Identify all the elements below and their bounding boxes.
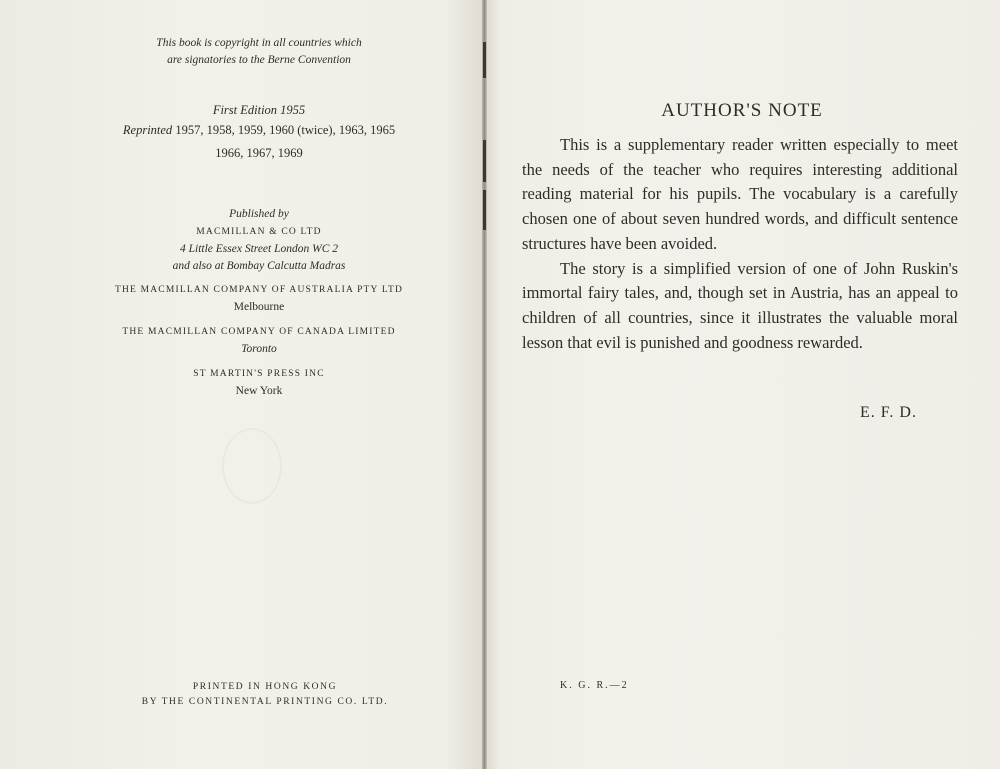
branch-us — [80, 366, 438, 400]
binding-stitch — [483, 190, 486, 230]
reprinted-years-2: 1966, 1967, 1969 — [215, 146, 303, 160]
printer-line: BY THE CONTINENTAL PRINTING CO. LTD. — [141, 697, 389, 707]
published-by-label: Published by — [229, 208, 289, 220]
copyright-notice — [100, 35, 418, 69]
show-through-emblem — [222, 428, 282, 504]
copyright-line: This book is copyright in all countries which — [156, 37, 362, 49]
printer-line: PRINTED IN HONG KONG — [192, 682, 338, 692]
reprinted-years: 1957, 1958, 1959, 1960 (twice), 1963, 1965 — [175, 123, 396, 137]
branch-city: New York — [235, 385, 283, 397]
publisher-also: and also at Bombay Calcutta Madras — [172, 260, 346, 272]
binding-stitch — [483, 140, 486, 182]
branch-city: Melbourne — [233, 301, 285, 313]
copyright-line: are signatories to the Berne Convention — [167, 54, 351, 66]
branch-canada — [80, 324, 438, 358]
branch-name: THE MACMILLAN COMPANY OF CANADA LIMITED — [122, 327, 396, 337]
branch-name: THE MACMILLAN COMPANY OF AUSTRALIA PTY LTD — [114, 285, 404, 295]
branch-name: ST MARTIN'S PRESS INC — [193, 369, 325, 379]
author-signature: E. F. D. — [860, 404, 917, 421]
signature-mark: K. G. R.—2 — [560, 680, 629, 691]
edition-history — [80, 100, 438, 163]
publisher-block — [100, 206, 418, 275]
publisher-address: 4 Little Essex Street London WC 2 — [179, 243, 338, 255]
branch-city: Toronto — [241, 343, 277, 355]
reprinted-line — [80, 120, 438, 140]
page-title: AUTHOR'S NOTE — [661, 100, 823, 121]
paragraph: This is a supplementary reader written especially to meet the needs of the teacher who requires interesting additional reading material for his pupils. The vocabulary is a carefully chosen one of about seven hundred words, and difficult sentence structures have been avoided. — [522, 135, 958, 253]
paragraph: The story is a simplified version of one of John Ruskin's immortal fairy tales, and, though set in Austria, has an appeal to children of all countries, since it illustrates the valuable moral lesson that evil is punished and goodness rewarded. — [522, 258, 958, 352]
author-note-body — [522, 133, 958, 355]
publisher-name: MACMILLAN & CO LTD — [196, 227, 322, 237]
binding-stitch — [483, 42, 486, 78]
reprinted-label: Reprinted — [122, 123, 173, 137]
printer-imprint — [100, 680, 430, 710]
first-edition: First Edition 1955 — [212, 103, 306, 117]
branch-australia — [80, 282, 438, 316]
